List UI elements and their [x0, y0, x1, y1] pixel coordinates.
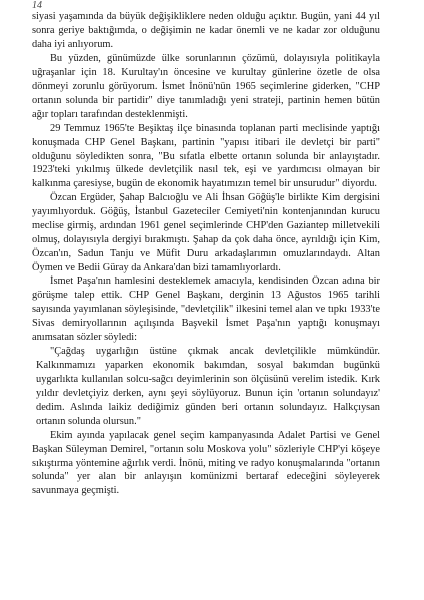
quotation-paragraph: "Çağdaş uygarlığın üstüne çıkmak ancak devletçilikle mümkündür. Kalkınmamızı yaparken ekonomik bakımdan, sosyal bakımdan bugünkü uygarlıkta kullanılan solcu-sağcı deyimlerinin son ölçüsünü verelim istedik. Kırk yıldır devletçiyiz derken, aynı şeyi söylüyoruz. Bunun için 'ortanın solundayız' dedim. Aslında laikiz dediğimiz günden beri ortanın solundayız. Halkçıysan ortanın solunda olursun." [36, 345, 380, 427]
paragraph-7: Ekim ayında yapılacak genel seçim kampanyasında Adalet Partisi ve Genel Başkan Süleyman Demirel, "ortanın solu Moskova yolu" sözleriyle CHP'yi köşeye sıkıştırma yöntemine ağırlık verdi. İnönü, miting ve radyo konuşmalarında "ortanın solunda" yer alan bir anlayışın komünizmi bertaraf edeceğini söyleyerek savunmaya geçmişti. [32, 429, 380, 497]
paragraph-3: 29 Temmuz 1965'te Beşiktaş ilçe binasında toplanan parti meclisinde yaptığı konuşmada CHP Genel Başkanı, partinin "yapısı itibari ile devletçi bir parti" olduğunu söyledikten sonra, "Bu sıfatla elbette ortanın solunda bir anlayıştadır. 1923'teki yıkılmış ülkede devletçilik nasıl tek, eşi ve yardımcısı olmayan bir kalkınma çaresiyse, bugün de ekonomik hayatımızın temel bir unsurudur" diyordu. [32, 122, 380, 190]
paragraph-2: Bu yüzden, günümüzde ülke sorunlarının çözümü, dolayısıyla politikayla uğraşanlar için 18. Kurultay'ın öncesine ve kurultay günlerine özetle de olsa dönmeyi zorunlu görüyorum. İsmet İnönü'nün 1965 seçimlerine giderken, "CHP ortanın solunda bir partidir" diye tanımladığı yeni strateji, partinin hemen bütün ağır topları tarafından desteklenmişti. [32, 52, 380, 120]
paragraph-5: İsmet Paşa'nın hamlesini desteklemek amacıyla, kendisinden Özcan adına bir görüşme talep ettik. CHP Genel Başkanı, derginin 13 Ağustos 1965 tarihli sayısında yayımlanan söyleşisinde, "devletçilik" ilkesini temel alan ve tıpkı 1933'te Sivas demiryollarının açılışında Başvekil İsmet Paşa'nın yaptığı konuşmayı anımsatan sözler söyledi: [32, 276, 380, 343]
paragraph-1: siyasi yaşamında da büyük değişikliklere neden olduğu açıktır. Bugün, yani 44 yıl sonra geriye baktığımda, o değişimin ne kadar önemli ve ne kadar zor olduğunu daha iyi anlıyorum. [32, 11, 380, 50]
page-number: 14 [32, 0, 42, 11]
paragraph-4: Özcan Ergüder, Şahap Balcıoğlu ve Ali İhsan Göğüş'le birlikte Kim dergisini yayımlıyorduk. Göğüş, İstanbul Gazeteciler Cemiyeti'nin kontenjanından kurucu meclise girmiş, ardından 1961 genel seçimlerinde CHP'den Gaziantep milletvekili olmuş, dolayısıyla dergiyi bırakmıştı. Şahap da çok daha önce, ayrıldığı için Kim, Özcan'ın, Sadun Tanju ve Müfit Duru arkadaşlarımın omuzlarındaydı. Altan Öymen ve Bedii Güray da Ankara'dan bizi tamamlıyorlardı. [32, 192, 380, 274]
body-text [32, 10, 380, 498]
